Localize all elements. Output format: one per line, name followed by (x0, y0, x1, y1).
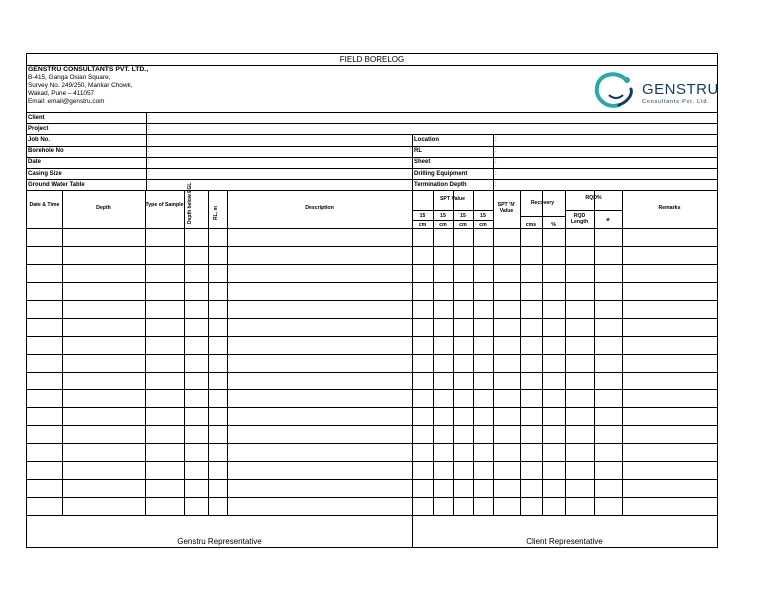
info-value-field[interactable] (153, 146, 403, 155)
table-row[interactable] (27, 246, 717, 264)
address-line: Survey No. 249/250, Mankar Chowk, (28, 82, 133, 89)
info-value-field[interactable] (499, 180, 709, 189)
header-recovery: Recovery (530, 200, 555, 206)
spt-unit-label: cm (479, 222, 487, 228)
info-colon: : (495, 170, 497, 177)
table-row[interactable] (27, 461, 717, 479)
spt-subheader-line (412, 210, 493, 211)
info-colon: : (495, 181, 497, 188)
info-label-rl: RL (414, 148, 422, 155)
table-row[interactable] (27, 318, 717, 336)
table-row[interactable] (27, 336, 717, 354)
table-row[interactable] (27, 372, 717, 390)
recovery-cms-label: cms (525, 222, 537, 228)
header-spt-n-value: SPT 'N' Value (497, 202, 516, 214)
info-colon: : (148, 181, 150, 188)
logo-tagline: Consultants Pvt. Ltd. (642, 99, 710, 105)
spt-unit-label: cm (459, 222, 467, 228)
info-label-date: Date (28, 159, 42, 166)
info-label-client: Client (28, 114, 45, 121)
address-line: B-415, Ganga Osian Square, (28, 74, 111, 81)
info-colon: : (148, 159, 150, 166)
info-value-field[interactable] (153, 135, 403, 144)
info-label-job-no-: Job No. (28, 136, 50, 143)
info-value-field[interactable] (499, 135, 709, 144)
rqd-length-label: RQD Length (570, 213, 589, 225)
info-colon: : (495, 148, 497, 155)
table-row[interactable] (27, 443, 717, 461)
info-value-field[interactable] (153, 157, 403, 166)
header-rqd-percent: RQD% (585, 195, 602, 201)
header-date-time: Date & Time (29, 202, 60, 208)
info-value-field[interactable] (153, 169, 403, 178)
info-label-location: Location (414, 136, 439, 143)
info-label-ground-water-table: Ground Water Table (28, 181, 85, 188)
spt-unit-label: cm (418, 222, 427, 228)
footer-genstru-representative: Genstru Representative (177, 537, 262, 546)
info-colon: : (148, 136, 150, 143)
info-value-field[interactable] (153, 113, 403, 122)
spt-interval-label: 15 (480, 213, 486, 219)
rqd-subheader-line (565, 210, 622, 211)
header-rl-m: RL, m (213, 206, 219, 220)
company-block (28, 66, 148, 106)
info-colon: : (495, 136, 497, 143)
genstru-swirl-logo-icon (589, 69, 637, 111)
footer-client-representative: Client Representative (526, 537, 603, 546)
recovery-percent-label: % (551, 222, 556, 228)
info-label-borehole-no: Borehole No (28, 148, 64, 155)
info-row-line (27, 190, 717, 191)
table-row[interactable] (27, 425, 717, 443)
table-row[interactable] (27, 300, 717, 318)
header-spt-value: SPT Value (439, 196, 466, 202)
header-remarks: Remarks (658, 205, 681, 211)
spt-unit-label: cm (439, 222, 447, 228)
spt-unit-line (412, 220, 493, 221)
info-value-field[interactable] (153, 124, 403, 133)
table-row[interactable] (27, 354, 717, 372)
company-logo (587, 69, 717, 111)
spt-interval-label: 15 (460, 213, 466, 219)
address-line: Wakad, Pune – 411057 (28, 90, 95, 97)
info-colon: : (148, 148, 150, 155)
recovery-subheader-line (520, 216, 565, 217)
table-row[interactable] (27, 282, 717, 300)
info-label-sheet: Sheet (414, 159, 431, 166)
info-colon: : (148, 170, 150, 177)
email-line: Email: email@genstru.com (28, 98, 105, 105)
spt-interval-label: 15 (440, 213, 446, 219)
header-description: Description (305, 205, 334, 211)
header-depth-below-egl: Depth below EGL (187, 182, 193, 224)
rqd-diameter-label: ø (606, 217, 610, 223)
company-name: GENSTRU CONSULTANTS PVT. LTD., (28, 66, 149, 73)
table-row[interactable] (27, 389, 717, 407)
table-row[interactable] (27, 407, 717, 425)
table-row[interactable] (27, 497, 717, 515)
info-value-field[interactable] (499, 146, 709, 155)
info-label-drilling-equipment: Drilling Equipment (414, 170, 468, 177)
info-label-casing-size: Casing Size (28, 170, 62, 177)
table-row[interactable] (27, 228, 717, 246)
info-colon: : (148, 125, 150, 132)
borelog-sheet (26, 53, 718, 548)
info-colon: : (495, 159, 497, 166)
info-mid-divider (412, 134, 413, 190)
info-value-field[interactable] (499, 157, 709, 166)
header-type-of-sample: Type of Sample (145, 202, 184, 208)
logo-wordmark: GENSTRU (642, 81, 719, 98)
table-row[interactable] (27, 264, 717, 282)
info-colon-divider (146, 112, 147, 190)
info-label-project: Project (28, 125, 49, 132)
table-row-line (27, 515, 717, 516)
info-value-field[interactable] (499, 169, 709, 178)
info-right-colon-divider (493, 134, 494, 190)
header-depth: Depth (96, 205, 111, 211)
spt-interval-label: 15 (419, 213, 426, 219)
info-colon: : (148, 114, 150, 121)
info-label-termination-depth: Termination Depth (414, 181, 467, 188)
form-title: FIELD BORELOG (27, 54, 717, 66)
table-row[interactable] (27, 479, 717, 497)
